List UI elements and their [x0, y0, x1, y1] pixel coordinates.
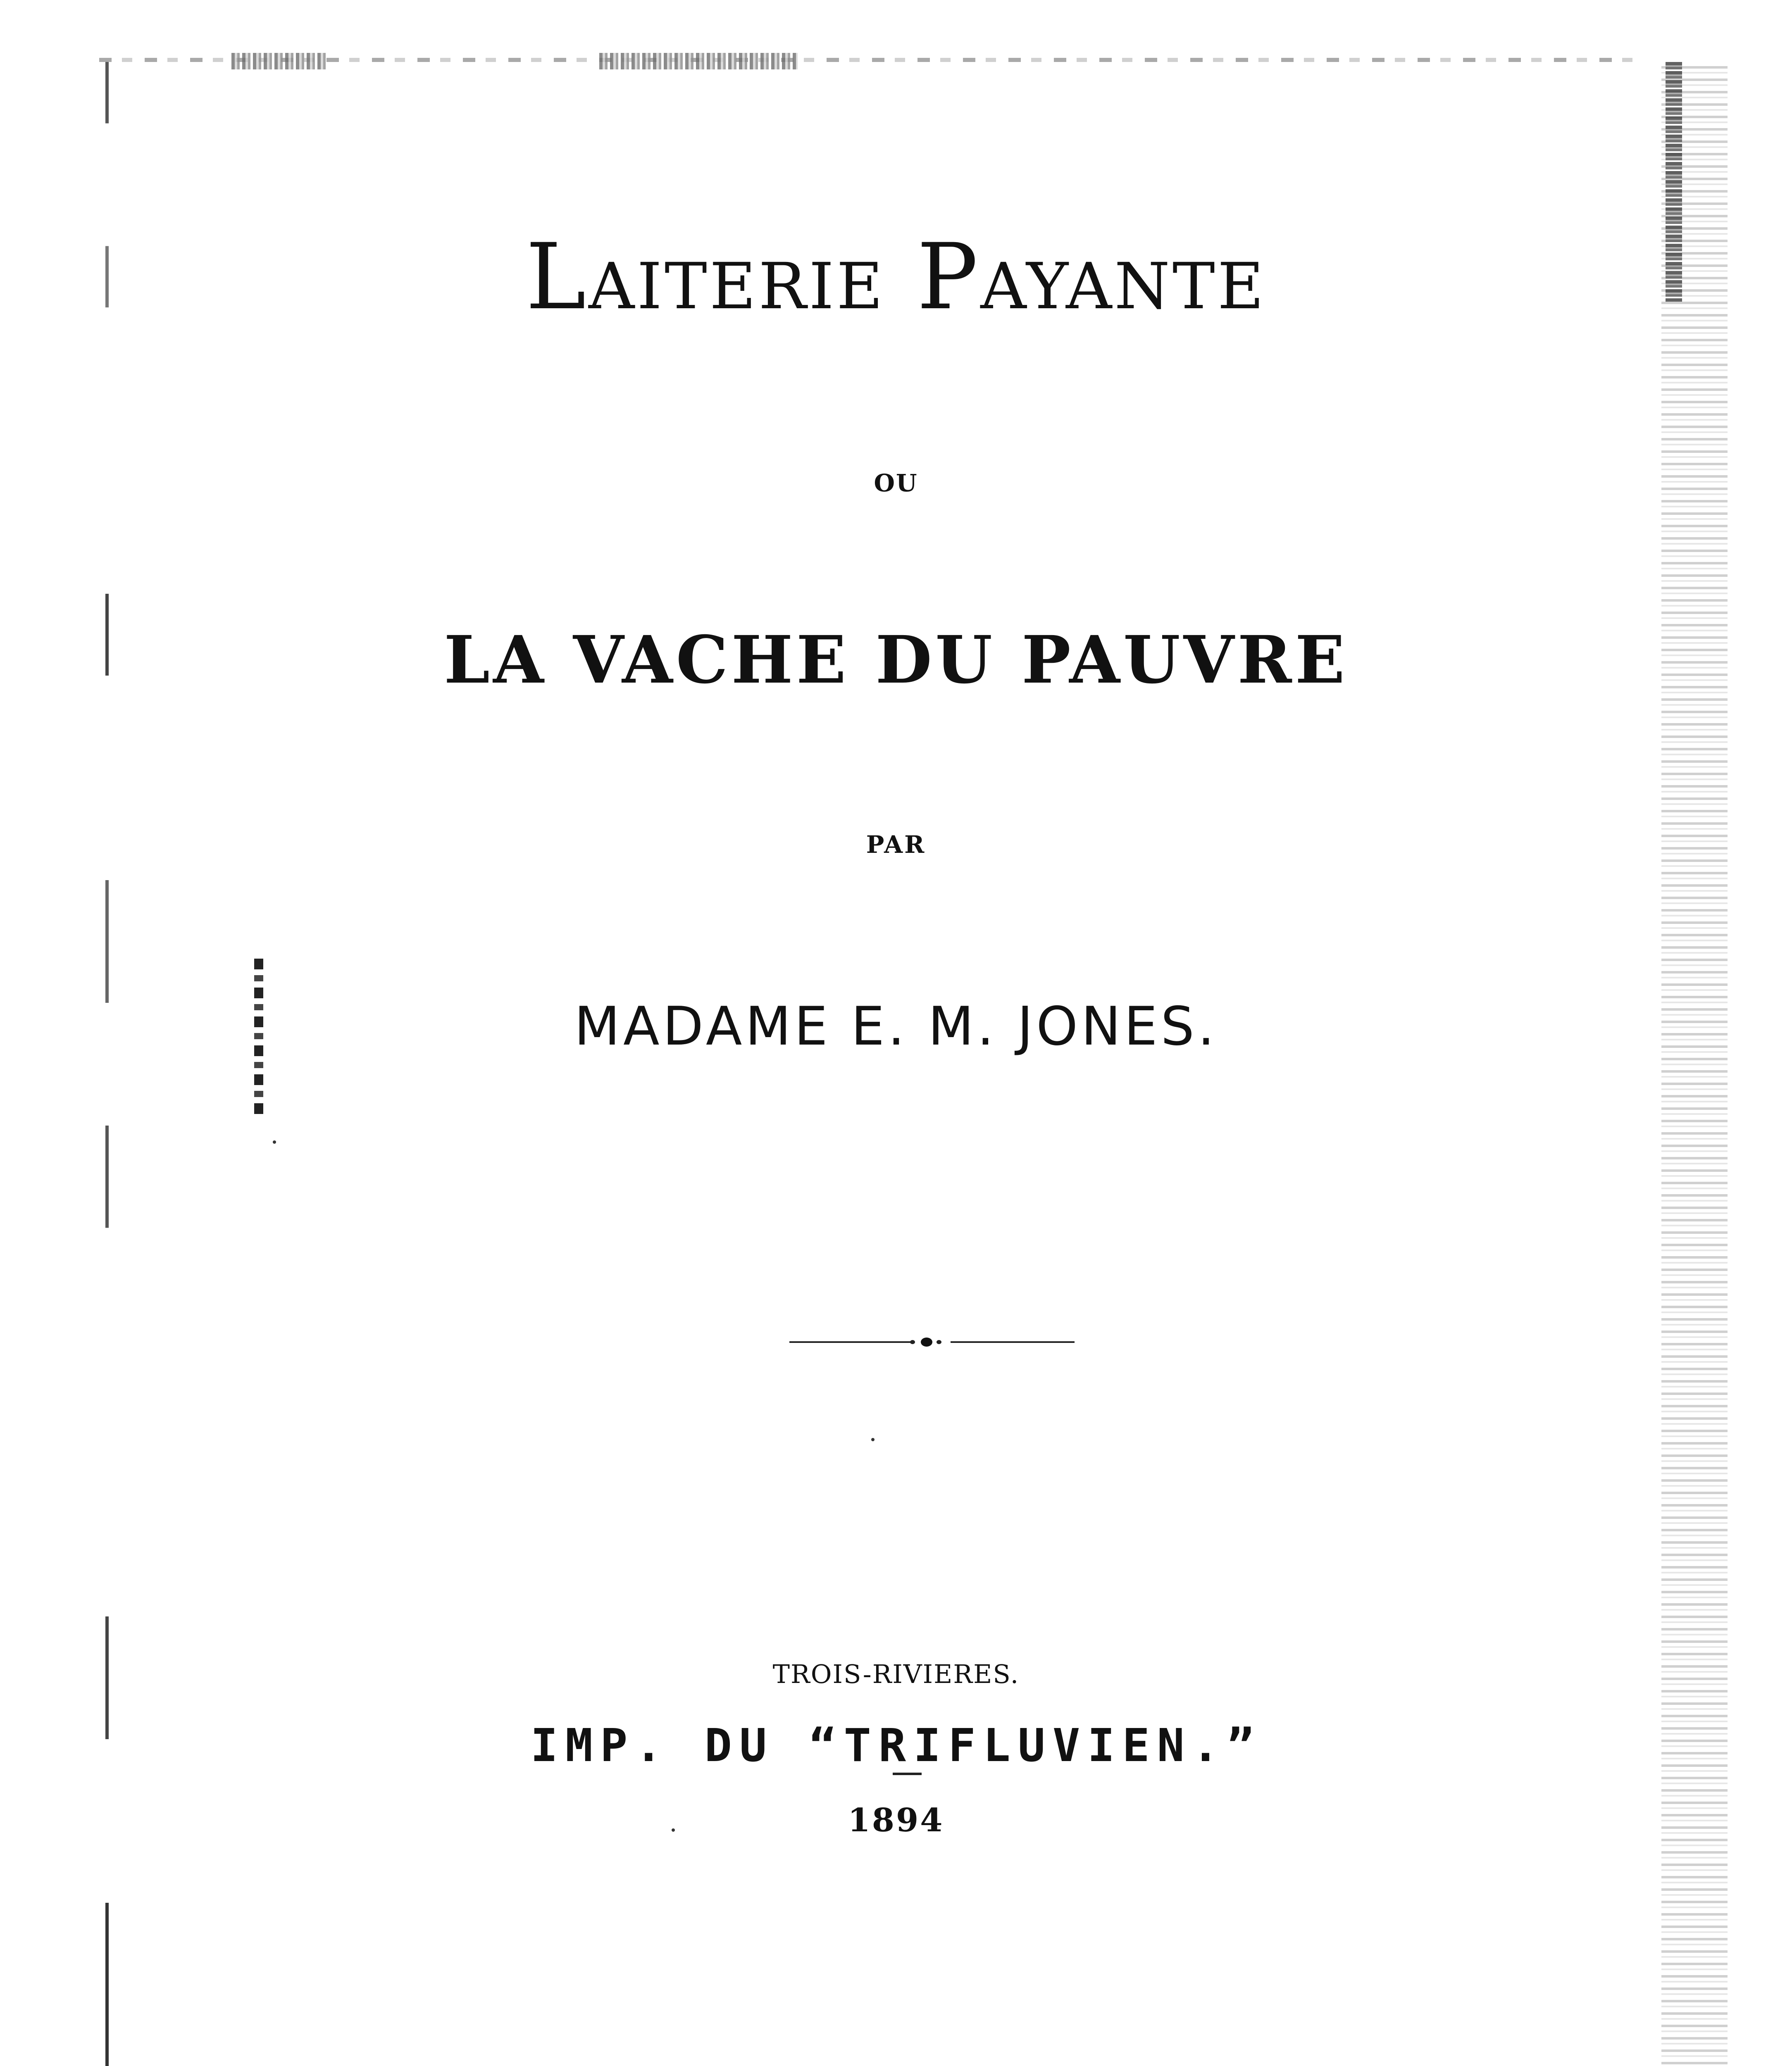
- ornamental-divider: [789, 1336, 1075, 1348]
- divider-dot-small: [910, 1340, 915, 1344]
- divider-dot: [921, 1338, 932, 1347]
- divider-dot-small: [937, 1340, 941, 1344]
- divider-rule-right: [951, 1341, 1075, 1343]
- scan-top-edge: [99, 58, 1645, 62]
- publication-year: 1894: [848, 1802, 944, 1839]
- printer-imprint: IMP. DU “TRIFLUVIEN.”: [530, 1719, 1262, 1772]
- scan-top-artifact: [599, 53, 798, 69]
- title-connector: OU: [874, 469, 918, 497]
- publication-place: TROIS-RIVIERES.: [772, 1659, 1020, 1689]
- scan-top-artifact: [231, 53, 326, 69]
- divider-rule-left: [789, 1341, 913, 1343]
- scan-speck: [273, 1140, 276, 1144]
- scan-speck: [871, 1438, 875, 1441]
- by-line: PAR: [866, 831, 926, 859]
- book-subtitle: LA VACHE DU PAUVRE: [444, 622, 1348, 698]
- author-name: MADAME E. M. JONES.: [574, 996, 1218, 1057]
- book-title: Laiterie Payante: [525, 224, 1267, 330]
- imprint-rule: [893, 1773, 922, 1775]
